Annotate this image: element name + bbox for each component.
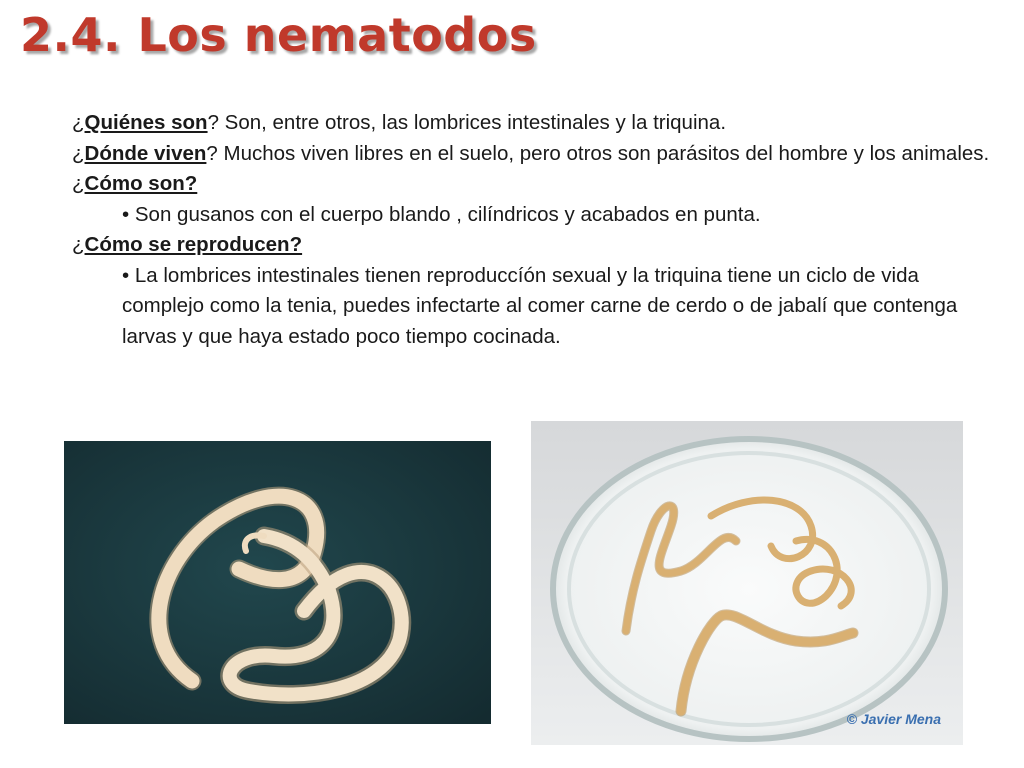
- bullet-reproduction: • La lombrices intestinales tienen reproduccíón sexual y la triquina tiene un ciclo de vida complejo como la tenia, puedes infectarte al comer carne de cerdo o de jabalí que contenga larvas y que haya estado poco tiempo cocinada.: [122, 263, 958, 348]
- keyword-who: Quiénes son: [84, 111, 208, 134]
- question-who: ¿Quiénes son? Son, entre otros, las lombrices intestinales y la triquina.: [72, 111, 727, 134]
- bullet-body-shape: • Son gusanos con el cuerpo blando , cilíndricos y acabados en punta.: [122, 202, 761, 226]
- petri-dish-photo: [531, 421, 963, 745]
- roundworm-illustration: [64, 441, 491, 724]
- petri-dish-illustration: [531, 421, 963, 745]
- roundworm-photo: [64, 441, 491, 724]
- slide-body: [72, 108, 1002, 352]
- keyword-where: Dónde viven: [84, 141, 207, 165]
- photo-watermark: © Javier Mena: [846, 711, 941, 727]
- keyword-how: Cómo son?: [84, 172, 198, 195]
- question-reproduce: ¿Cómo se reproducen?: [72, 233, 303, 256]
- slide-title: 2.4. Los nematodos: [20, 8, 537, 62]
- keyword-reproduce: Cómo se reproducen?: [84, 233, 303, 256]
- question-how: ¿Cómo son?: [72, 172, 198, 195]
- question-where: ¿Dónde viven? Muchos viven libres en el suelo, pero otros son parásitos del hombre y los animales.: [72, 141, 990, 165]
